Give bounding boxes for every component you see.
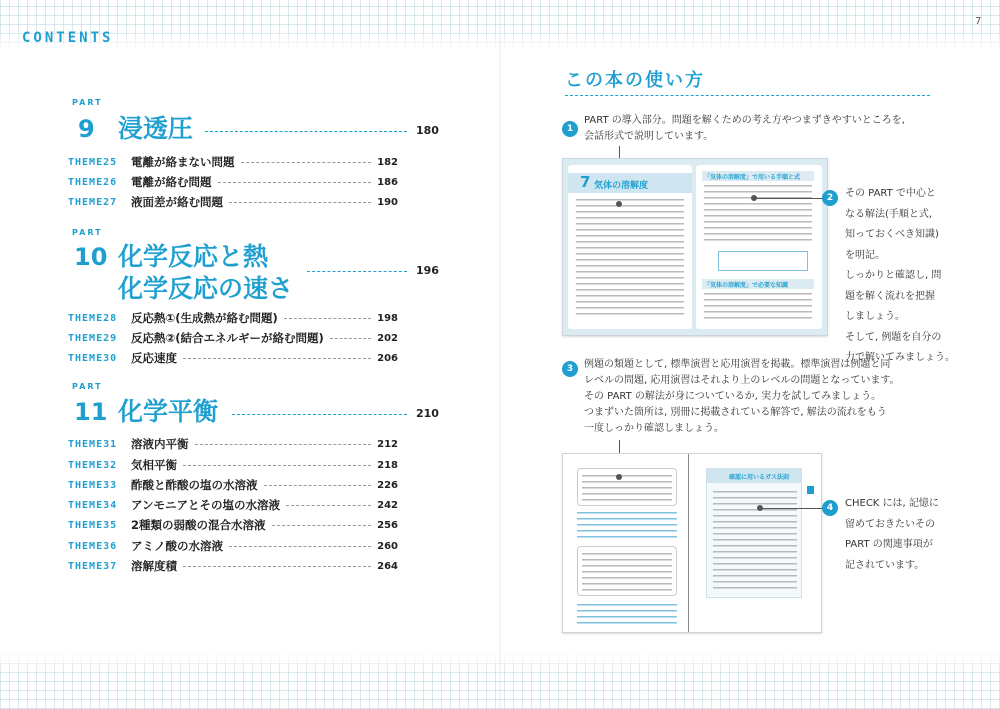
- theme-page: 242: [377, 499, 398, 511]
- theme-page: 198: [377, 312, 398, 324]
- theme-label: THEME31: [68, 438, 118, 450]
- leader-dots: [232, 414, 407, 415]
- toc-theme-34[interactable]: [68, 497, 398, 513]
- sample-box2-title: 「気体の溶解度」で必要な知識: [704, 282, 789, 289]
- sample-body-text: [704, 185, 812, 245]
- leader-dots: [241, 162, 372, 163]
- toc-theme-26[interactable]: [68, 174, 398, 190]
- sample-box1-title: 「気体の溶解度」で用いる手順と式: [704, 174, 801, 181]
- text-line: PART の関連事項が: [845, 539, 933, 550]
- part-number: 11: [74, 398, 108, 426]
- leader-dots: [183, 566, 371, 567]
- part-title[interactable]: 化学平衡: [118, 397, 219, 426]
- toc-theme-31[interactable]: [68, 436, 398, 452]
- toc-theme-33[interactable]: [68, 477, 398, 493]
- title-divider: [565, 95, 930, 96]
- theme-title: 液面差が絡む問題: [131, 195, 223, 209]
- leader-dots: [183, 358, 371, 359]
- theme-label: THEME28: [68, 312, 118, 324]
- pointer-line: [760, 508, 824, 509]
- part-title-line2[interactable]: 化学反応の速さ: [118, 274, 294, 303]
- theme-label: THEME29: [68, 332, 118, 344]
- toc-theme-29[interactable]: [68, 330, 398, 346]
- note-number-badge: 1: [562, 121, 578, 137]
- theme-page: 260: [377, 540, 398, 552]
- sample-left-page: [568, 165, 692, 329]
- part-label: PART: [72, 382, 103, 391]
- theme-label: THEME26: [68, 176, 118, 188]
- leader-dots: [330, 338, 371, 339]
- text-line: 会話形式で説明しています。: [584, 131, 714, 142]
- leader-dots: [264, 485, 372, 486]
- note-number-badge: 4: [822, 500, 838, 516]
- leader-dots: [307, 271, 407, 272]
- text-line: 例題の類題として, 標準演習と応用演習を掲載。標準演習は例題と同: [584, 359, 891, 370]
- sample-part-no: 7: [580, 173, 591, 191]
- leader-dots: [229, 546, 371, 547]
- sample-right-page: [696, 165, 822, 329]
- toc-theme-32[interactable]: [68, 457, 398, 473]
- page-number: 7: [975, 16, 982, 27]
- toc-theme-25[interactable]: [68, 154, 398, 170]
- theme-label: THEME34: [68, 499, 118, 511]
- sample-body-text: [577, 512, 677, 538]
- leader-dots: [195, 444, 372, 445]
- theme-label: THEME25: [68, 156, 118, 168]
- theme-page: 182: [377, 156, 398, 168]
- sample-check-box: [706, 468, 802, 598]
- theme-page: 206: [377, 352, 398, 364]
- text-line: 一度しっかり確認しましょう。: [584, 423, 724, 434]
- text-line: その PART の解法が身についているか, 実力を試してみましょう。: [584, 391, 882, 402]
- sample-tab-marker: [807, 486, 814, 494]
- text-line: 力で解いてみましょう。: [845, 352, 955, 363]
- theme-title: 反応速度: [131, 351, 177, 365]
- leader-dots: [205, 131, 407, 132]
- part-title-line1[interactable]: 化学反応と熱: [118, 242, 269, 271]
- toc-theme-30[interactable]: [68, 350, 398, 366]
- pointer-dot: [616, 474, 622, 480]
- theme-page: 202: [377, 332, 398, 344]
- text-line: 留めておきたいその: [845, 518, 935, 530]
- text-line: なる解法(手順と式,: [845, 208, 933, 220]
- text-line: PART の導入部分。問題を解くための考え方やつまずきやすいところを,: [584, 115, 905, 126]
- text-line: 題を解く流れを把握: [845, 290, 935, 302]
- text-line: そして, 例題を自分の: [845, 331, 942, 343]
- theme-label: THEME33: [68, 479, 118, 491]
- theme-page: 212: [377, 438, 398, 450]
- leader-dots: [218, 182, 372, 183]
- text-line: しっかりと確認し, 問: [845, 270, 942, 281]
- theme-label: THEME37: [68, 560, 118, 572]
- part-page: 210: [416, 407, 439, 420]
- theme-title: 反応熱②(結合エネルギーが絡む問題): [131, 331, 324, 345]
- theme-page: 226: [377, 479, 398, 491]
- part-title[interactable]: 浸透圧: [118, 114, 194, 143]
- theme-title: 気相平衡: [131, 458, 177, 472]
- leader-dots: [286, 505, 371, 506]
- contents-heading: CONTENTS: [22, 30, 114, 46]
- note-1-text: [584, 113, 905, 145]
- part-page: 196: [416, 264, 439, 277]
- text-line: 知っておくべき知識): [845, 229, 939, 240]
- leader-dots: [183, 465, 371, 466]
- part-page: 180: [416, 124, 439, 137]
- theme-page: 264: [377, 560, 398, 572]
- text-line: 記されています。: [845, 559, 925, 571]
- sample-exercise-box: [577, 546, 677, 596]
- theme-label: THEME36: [68, 540, 118, 552]
- theme-title: 反応熱①(生成熱が絡む問題): [131, 311, 278, 325]
- toc-theme-37[interactable]: [68, 558, 398, 574]
- theme-title: 2種類の弱酸の混合水溶液: [131, 518, 266, 532]
- sample-body-text: [713, 491, 797, 593]
- text-line: CHECK には, 記憶に: [845, 498, 939, 509]
- theme-page: 218: [377, 459, 398, 471]
- note-number-badge: 3: [562, 361, 578, 377]
- toc-theme-36[interactable]: [68, 538, 398, 554]
- leader-dots: [229, 202, 371, 203]
- theme-title: アンモニアとその塩の水溶液: [131, 498, 281, 512]
- book-gutter: [498, 0, 502, 709]
- sample-example-box: [577, 468, 677, 506]
- sample-body-text: [577, 604, 677, 624]
- toc-theme-27[interactable]: [68, 194, 398, 210]
- pointer-dot: [616, 201, 622, 207]
- sample-body-text: [704, 293, 812, 323]
- theme-label: THEME30: [68, 352, 118, 364]
- theme-title: 酢酸と酢酸の塩の水溶液: [131, 478, 258, 492]
- sample-body-text: [582, 553, 672, 593]
- text-line: レベルの問題, 応用演習はそれより上のレベルの問題となっています。: [584, 375, 900, 386]
- note-number-badge: 2: [822, 190, 838, 206]
- theme-title: 電離が絡まない問題: [131, 155, 235, 169]
- sample-gutter: [688, 454, 689, 632]
- text-line: その PART で中心と: [845, 188, 936, 199]
- text-line: しましょう。: [845, 311, 905, 322]
- howto-title: この本の使い方: [565, 70, 705, 91]
- theme-page: 186: [377, 176, 398, 188]
- part-label: PART: [72, 228, 103, 237]
- note-4-text: [845, 494, 939, 576]
- toc-theme-35[interactable]: [68, 517, 398, 533]
- sample-flowchart: [718, 251, 808, 271]
- leader-dots: [284, 318, 371, 319]
- theme-label: THEME32: [68, 459, 118, 471]
- pointer-line: [754, 198, 824, 199]
- text-line: つまずいた箇所は, 別冊に掲載されている解答で, 解法の流れをもう: [584, 407, 887, 418]
- part-label: PART: [72, 98, 103, 107]
- theme-title: 溶解度積: [131, 559, 177, 573]
- part-number: 9: [78, 115, 95, 143]
- text-line: を明記。: [845, 249, 885, 261]
- sample-body-text: [582, 475, 672, 503]
- theme-page: 256: [377, 519, 398, 531]
- sample-spread-1: [562, 158, 828, 336]
- note-2-text: [845, 184, 955, 369]
- leader-dots: [272, 525, 372, 526]
- theme-title: 溶液内平衡: [131, 437, 189, 451]
- theme-title: 電離が絡む問題: [131, 175, 212, 189]
- sample-body-text: [576, 199, 684, 319]
- theme-page: 190: [377, 196, 398, 208]
- theme-title: アミノ酸の水溶液: [131, 539, 223, 553]
- toc-theme-28[interactable]: [68, 310, 398, 326]
- sample-part-title: 気体の溶解度: [594, 181, 649, 191]
- note-3-text: [584, 357, 900, 437]
- theme-label: THEME35: [68, 519, 118, 531]
- part-number: 10: [74, 243, 108, 271]
- sample-spread-2: [562, 453, 822, 633]
- sample-check-title: 確認に用いるガス法則: [729, 474, 790, 481]
- theme-label: THEME27: [68, 196, 118, 208]
